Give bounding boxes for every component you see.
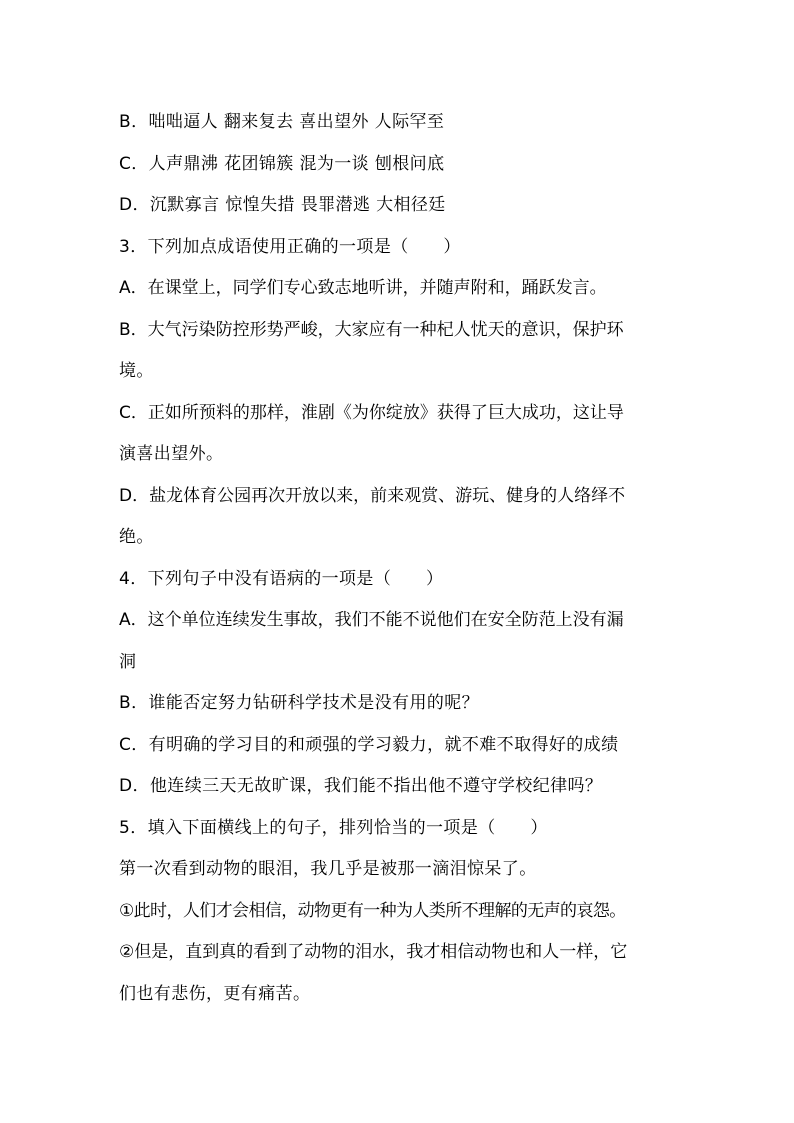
option-line-d-idioms: D．沉默寡言 惊惶失措 畏罪潜逃 大相径廷 [119, 195, 446, 215]
question-3-option-c-cont: 演喜出望外。 [119, 444, 224, 464]
question-4-option-b: B．谁能否定努力钻研科学技术是没有用的呢？ [119, 693, 480, 713]
question-content [119, 102, 679, 1015]
question-5-passage: 第一次看到动物的眼泪，我几乎是被那一滴泪惊呆了。 [119, 859, 537, 879]
question-3-option-d: D．盐龙体育公园再次开放以来，前来观赏、游玩、健身的人络绎不 [119, 485, 626, 506]
question-5-sentence-2: ②但是，直到真的看到了动物的泪水，我才相信动物也和人一样，它 [119, 942, 628, 962]
question-3-option-b: B．大气污染防控形势严峻，大家应有一种杞人忧天的意识，保护环 [119, 319, 624, 340]
question-3-option-d-cont: 绝。 [119, 527, 154, 547]
question-4-option-a: A．这个单位连续发生事故，我们不能不说他们在安全防范上没有漏 [119, 610, 624, 630]
option-line-c-idioms: C．人声鼎沸 花团锦簇 混为一谈 刨根问底 [119, 153, 445, 174]
question-5-stem: 5．填入下面横线上的句子，排列恰当的一项是（ ） [119, 817, 548, 838]
question-5-sentence-1: ①此时，人们才会相信，动物更有一种为人类所不理解的无声的哀怨。 [119, 900, 626, 921]
question-3-option-a: A．在课堂上，同学们专心致志地听讲，并随声附和，踊跃发言。 [119, 278, 607, 298]
question-5-sentence-2-cont: 们也有悲伤，更有痛苦。 [119, 983, 311, 1004]
question-3-option-c: C．正如所预料的那样，淮剧《为你绽放》获得了巨大成功，这让导 [119, 402, 624, 423]
question-4-option-c: C．有明确的学习目的和顽强的学习毅力，就不难不取得好的成绩 [119, 734, 619, 755]
question-3-option-b-cont: 境。 [119, 361, 154, 381]
option-line-b-idioms: B．咄咄逼人 翻来复去 喜出望外 人际罕至 [119, 112, 445, 132]
question-4-stem: 4．下列句子中没有语病的一项是（ ） [119, 568, 444, 589]
question-4-option-d: D．他连续三天无故旷课，我们能不指出他不遵守学校纪律吗？ [119, 776, 603, 796]
question-3-stem: 3．下列加点成语使用正确的一项是（ ） [119, 236, 461, 257]
question-4-option-a-cont: 洞 [119, 651, 137, 672]
